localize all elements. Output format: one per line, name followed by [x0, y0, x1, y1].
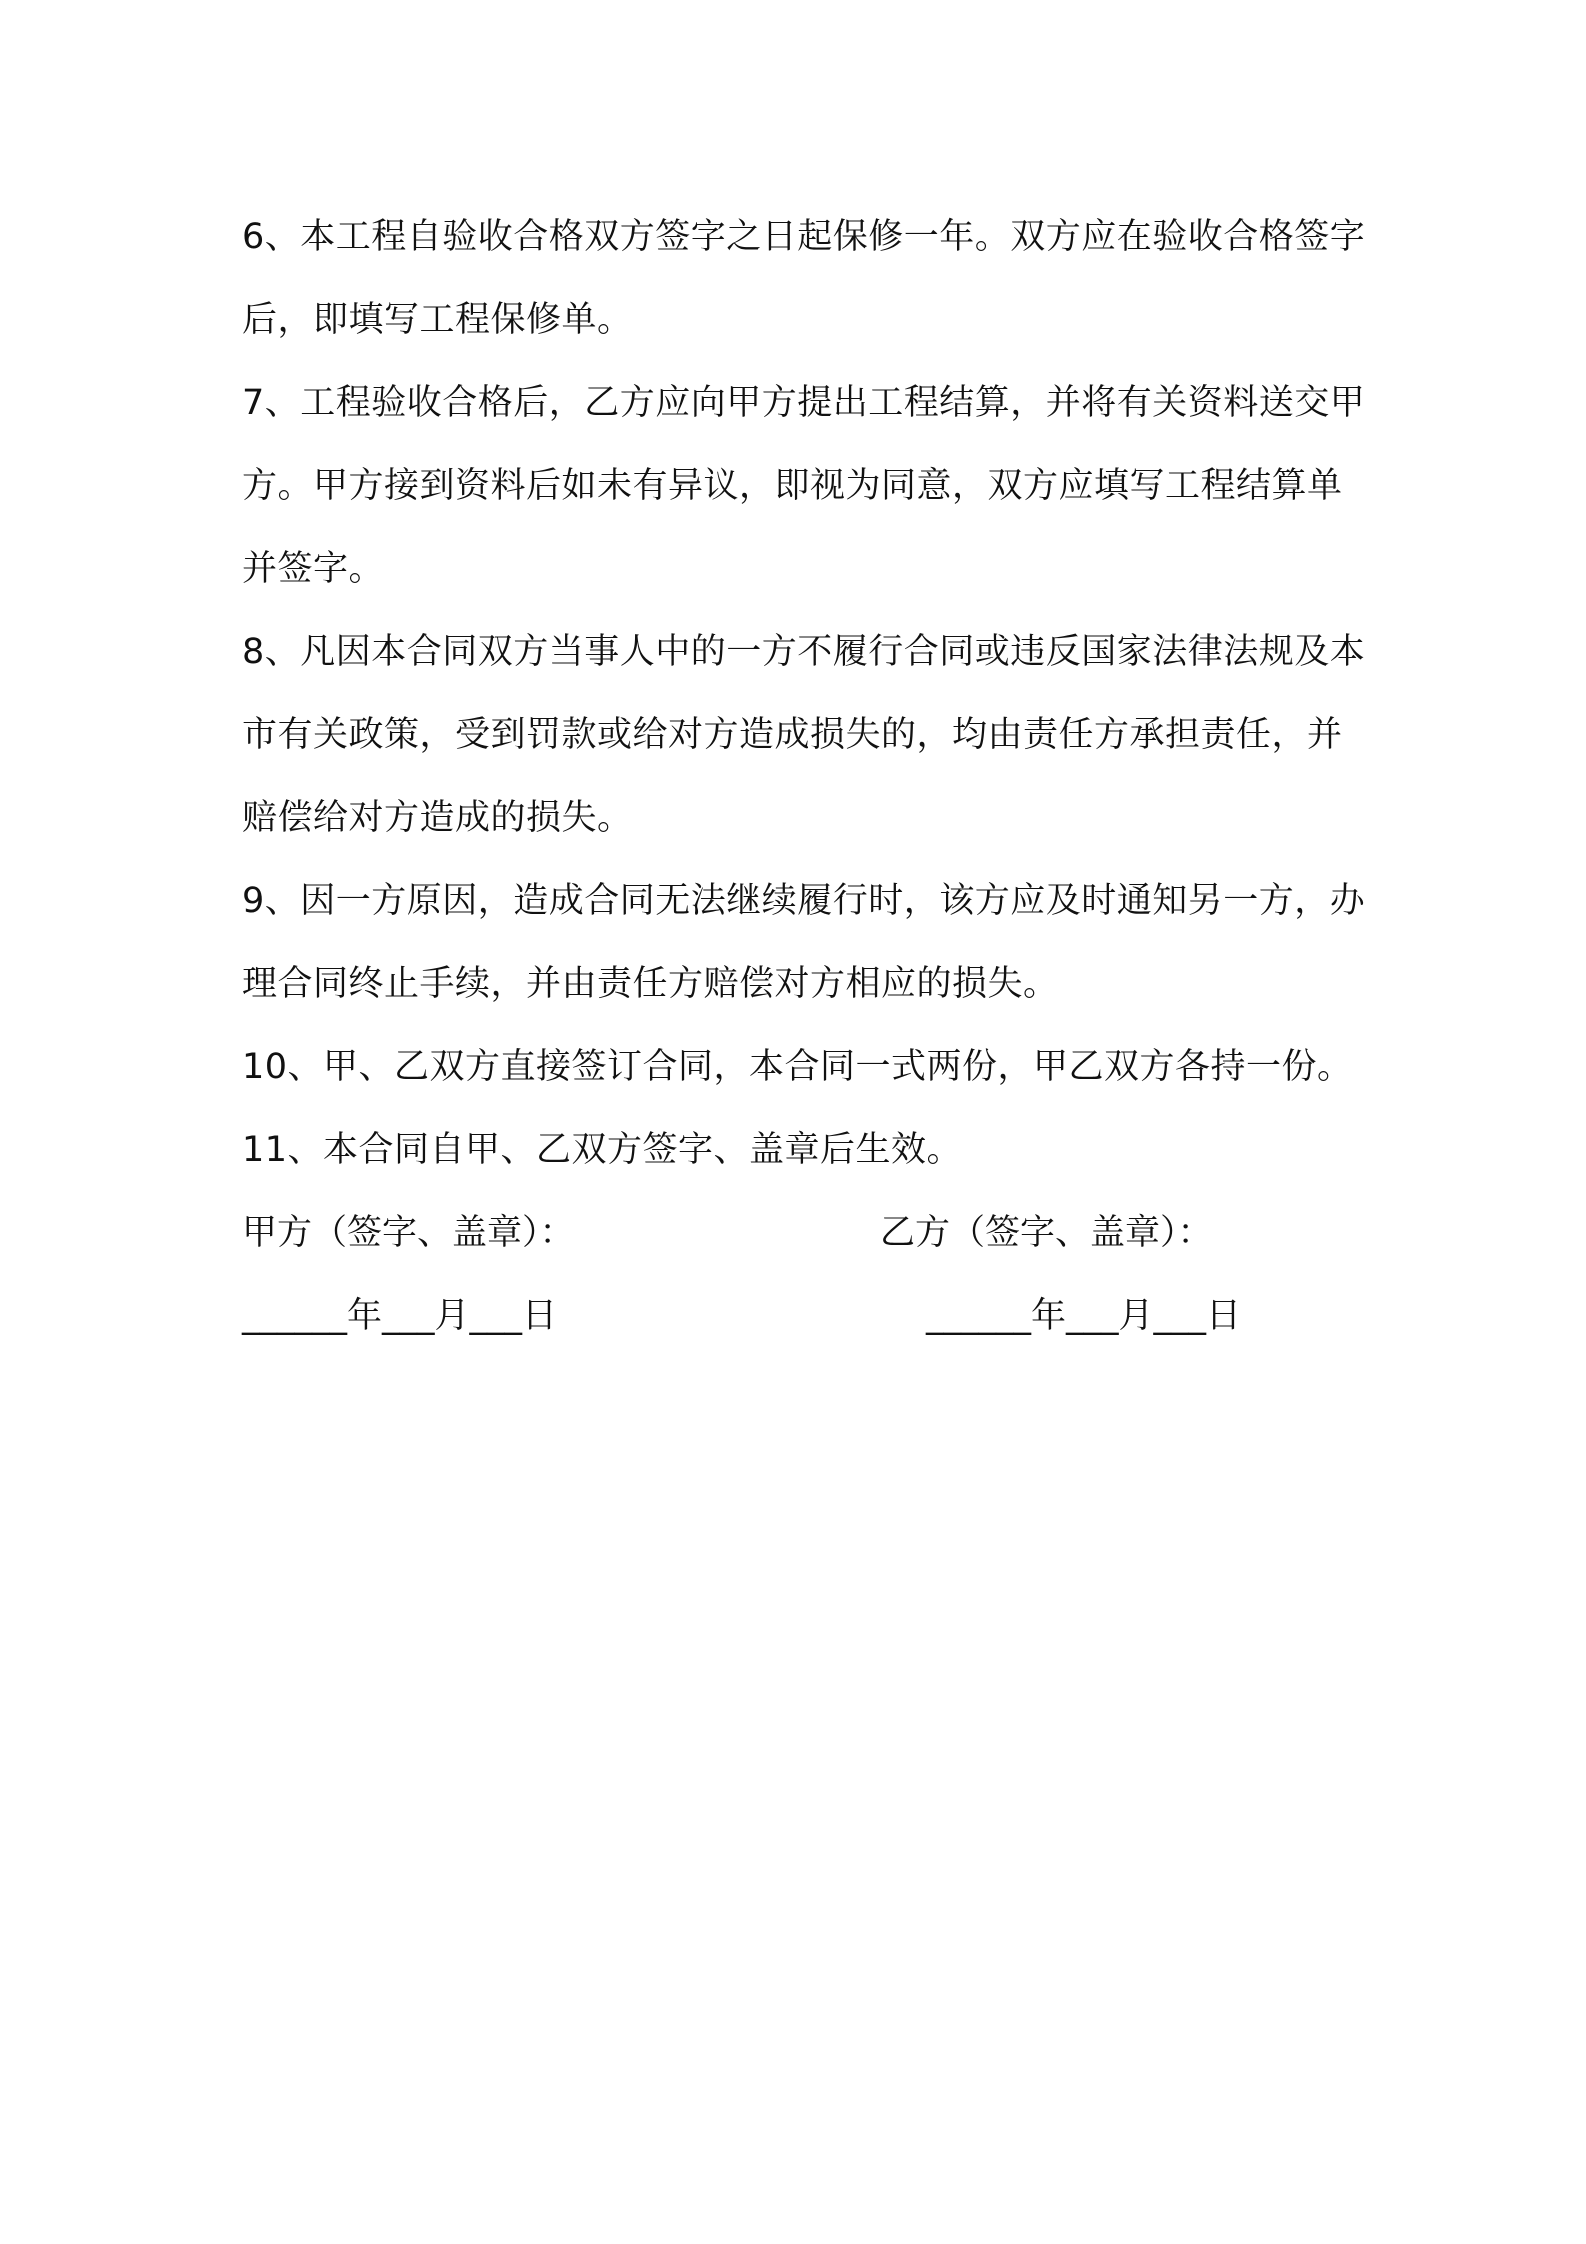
- party-a-date-field: ______年___月___日: [242, 1296, 558, 1336]
- clause-7: 7、工程验收合格后，乙方应向甲方提出工程结算，并将有关资料送交甲方。甲方接到资料后如未有异议，即视为同意，双方应填写工程结算单并签字。: [242, 383, 1366, 589]
- party-b-signature-label: 乙方（签字、盖章）：: [880, 1213, 1213, 1253]
- clause-6: 6、本工程自验收合格双方签字之日起保修一年。双方应在验收合格签字后，即填写工程保修单。: [242, 217, 1366, 340]
- contract-body: [242, 196, 1372, 1358]
- clause-9: 9、因一方原因，造成合同无法继续履行时，该方应及时通知另一方，办理合同终止手续，并由责任方赔偿对方相应的损失。: [242, 881, 1366, 1004]
- clause-10: 10、甲、乙双方直接签订合同，本合同一式两份，甲乙双方各持一份。: [242, 1047, 1353, 1087]
- party-a-signature-label: 甲方（签字、盖章）：: [242, 1213, 575, 1253]
- clause-8: 8、凡因本合同双方当事人中的一方不履行合同或违反国家法律法规及本市有关政策，受到罚款或给对方造成损失的，均由责任方承担责任，并赔偿给对方造成的损失。: [242, 632, 1366, 838]
- signature-date-row: [242, 1275, 1372, 1358]
- clause-11: 11、本合同自甲、乙双方签字、盖章后生效。: [242, 1130, 963, 1170]
- signature-label-row: [242, 1192, 1372, 1275]
- party-b-date-field: ______年___月___日: [926, 1296, 1242, 1336]
